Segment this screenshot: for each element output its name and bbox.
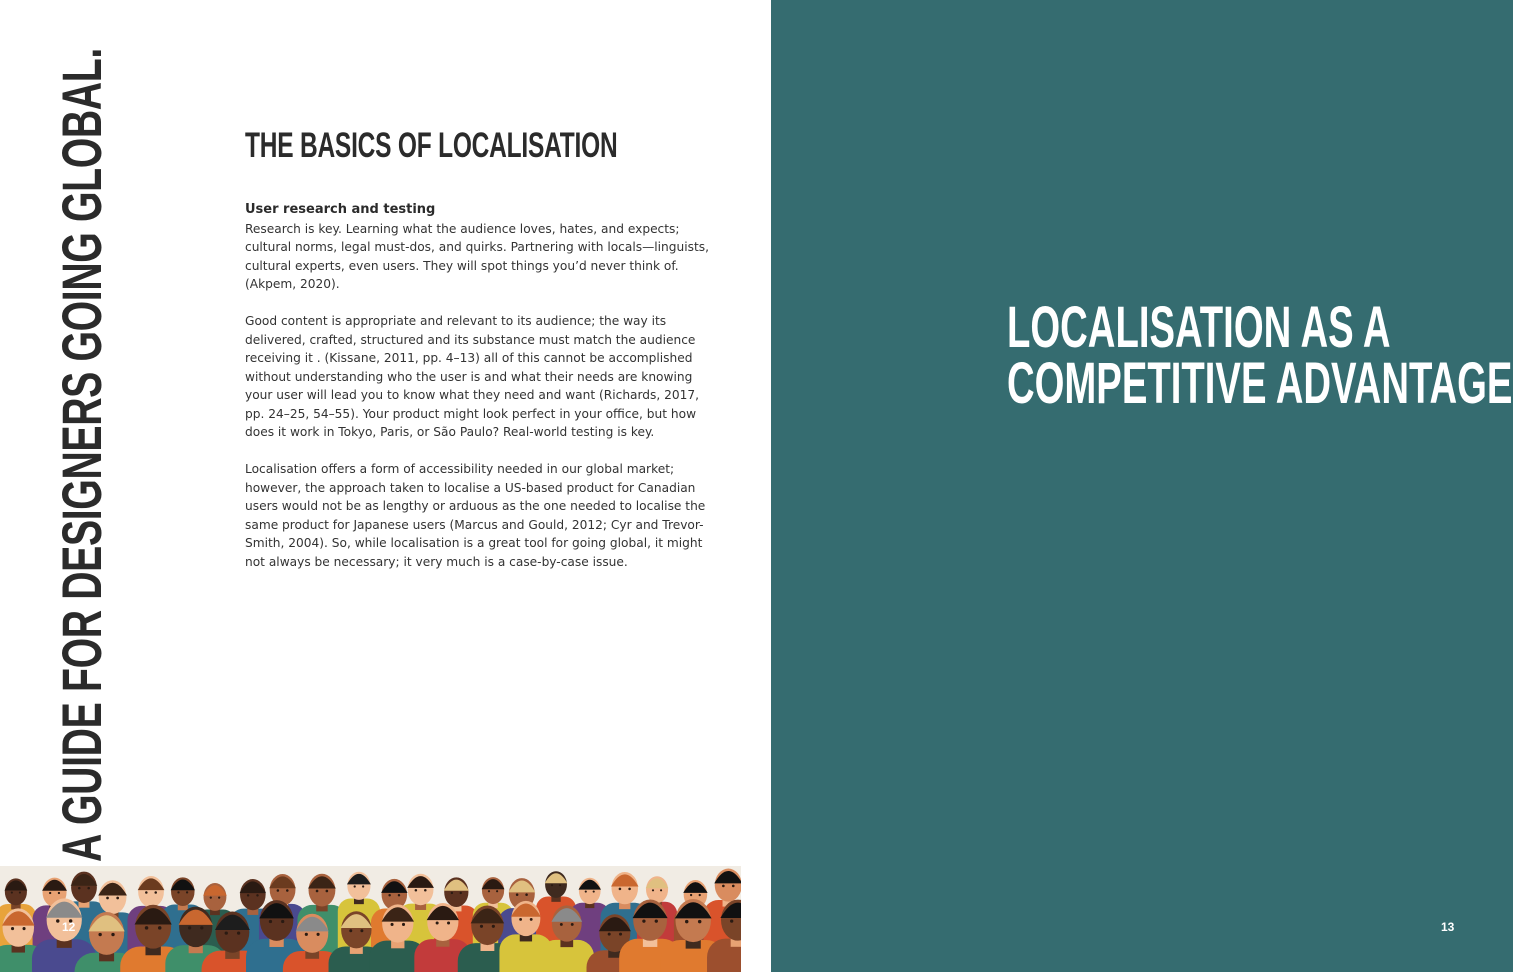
crowd-illustration-svg bbox=[0, 866, 741, 972]
paragraph-content: Good content is appropriate and relevant to its audience; the way its delivered, crafted, structured and its substance must match the audience receiving it . (Kissane, 2011, pp. 4–13) all of this cannot be accomplished without understanding who the user is and what their needs are knowing your user will lead you to know what they need and want (Richards, 2017, pp. 24–25, 54–55). Your product might look perfect in your office, but how does it work in Tokyo, Paris, or São Paulo? Real-world testing is key. bbox=[245, 314, 700, 439]
side-title: A GUIDE FOR DESIGNERS GOING GLOBAL. bbox=[50, 48, 113, 862]
paragraph-accessibility: Localisation offers a form of accessibility needed in our global market; however, the approach taken to localise a US-based product for Canadian users would not be as lengthy or arduous as the one needed to localise the same product for Japanese users (Marcus and Gould, 2012; Cyr and Trevor-Smith, 2004). So, while localisation is a great tool for going global, it might not always be necessary; it very much is a case-by-case issue. bbox=[245, 462, 706, 569]
page-number-left: 12 bbox=[62, 920, 76, 934]
body-text bbox=[245, 201, 715, 590]
right-page bbox=[771, 0, 1513, 972]
page-heading: THE BASICS OF LOCALISATION bbox=[245, 126, 618, 165]
right-heading-line-2: COMPETITIVE ADVANTAGE bbox=[1007, 351, 1513, 416]
right-page-heading bbox=[1007, 295, 1513, 416]
page-number-right: 13 bbox=[1441, 920, 1455, 934]
crowd-illustration bbox=[0, 866, 741, 972]
section-subheading: User research and testing bbox=[245, 202, 436, 217]
right-heading-line-1: LOCALISATION AS A bbox=[1007, 295, 1391, 360]
paragraph-research: Research is key. Learning what the audience loves, hates, and expects; cultural norms, legal must-dos, and quirks. Partnering with locals—linguists, cultural experts, even users. They will spot things you’d never think of. (Akpem, 2020). bbox=[245, 221, 709, 291]
